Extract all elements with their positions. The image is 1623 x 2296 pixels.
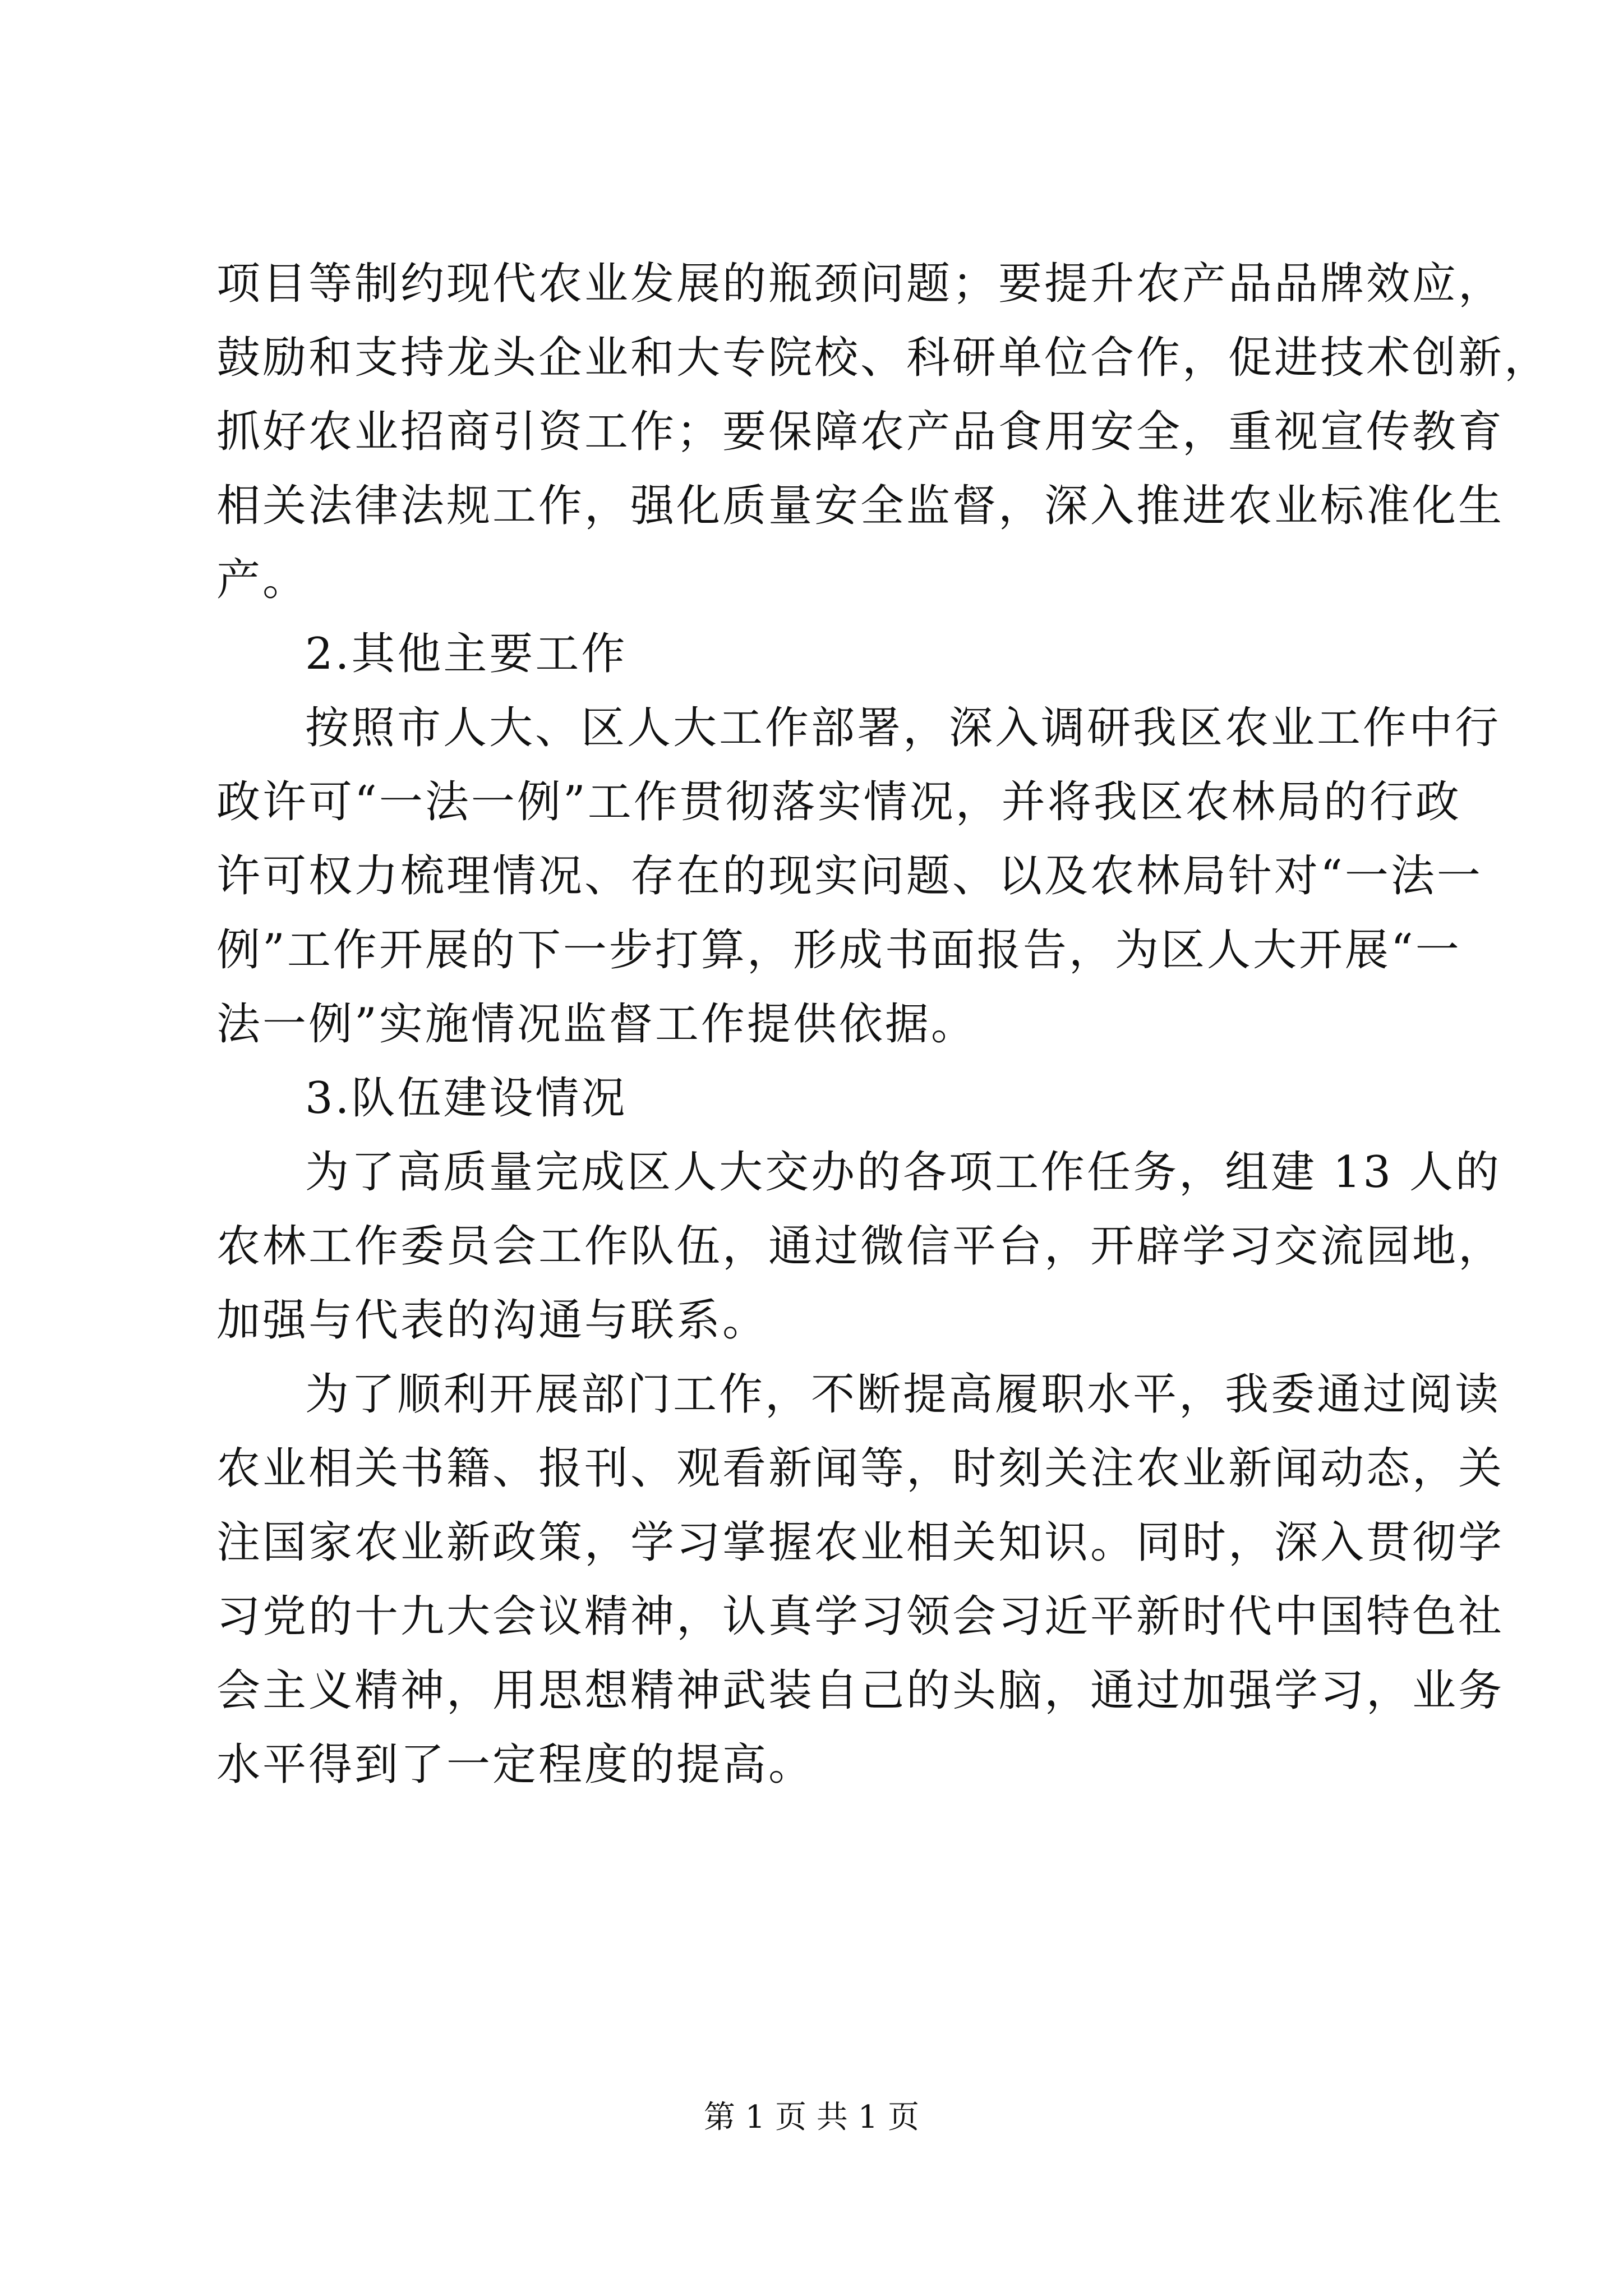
body-text-line: 注国家农业新政策，学习掌握农业相关知识。同时，深入贯彻学 — [216, 1517, 1505, 1568]
body-text-line: 抓好农业招商引资工作；要保障农产品食用安全，重视宣传教育 — [216, 407, 1505, 457]
body-text-line: 习党的十九大会议精神，认真学习领会习近平新时代中国特色社 — [216, 1591, 1505, 1642]
section-heading: 2.其他主要工作 — [305, 629, 628, 679]
body-text-line: 会主义精神，用思想精神武装自己的头脑，通过加强学习，业务 — [216, 1665, 1505, 1716]
body-text-line: 鼓励和支持龙头企业和大专院校、科研单位合作，促进技术创新， — [216, 333, 1551, 383]
body-text-line: 许可权力梳理情况、存在的现实问题、以及农林局针对“一法一 — [216, 851, 1483, 901]
body-text-line: 项目等制约现代农业发展的瓶颈问题；要提升农产品品牌效应， — [216, 259, 1505, 309]
body-text-line: 农林工作委员会工作队伍，通过微信平台，开辟学习交流园地， — [216, 1221, 1505, 1272]
body-text-line: 相关法律法规工作，强化质量安全监督，深入推进农业标准化生 — [216, 481, 1505, 531]
page-number-footer: 第 1 页 共 1 页 — [703, 2099, 920, 2136]
body-text-line: 例”工作开展的下一步打算，形成书面报告，为区人大开展“一 — [216, 925, 1461, 976]
body-text-line: 产。 — [216, 555, 309, 605]
body-text-line: 政许可“一法一例”工作贯彻落实情况，并将我区农林局的行政 — [216, 777, 1461, 827]
body-text-line: 为了高质量完成区人大交办的各项工作任务，组建 13 人的 — [305, 1147, 1501, 1198]
section-heading: 3.队伍建设情况 — [305, 1073, 628, 1124]
body-text-line: 按照市人大、区人大工作部署，深入调研我区农业工作中行 — [305, 703, 1501, 753]
document-body — [216, 247, 1551, 1802]
body-text-line: 农业相关书籍、报刊、观看新闻等，时刻关注农业新闻动态，关 — [216, 1443, 1505, 1494]
body-text-line: 为了顺利开展部门工作，不断提高履职水平，我委通过阅读 — [305, 1369, 1501, 1420]
body-text-line: 加强与代表的沟通与联系。 — [216, 1295, 769, 1346]
body-text-line: 水平得到了一定程度的提高。 — [216, 1740, 815, 1790]
body-text-line: 法一例”实施情况监督工作提供依据。 — [216, 999, 977, 1050]
